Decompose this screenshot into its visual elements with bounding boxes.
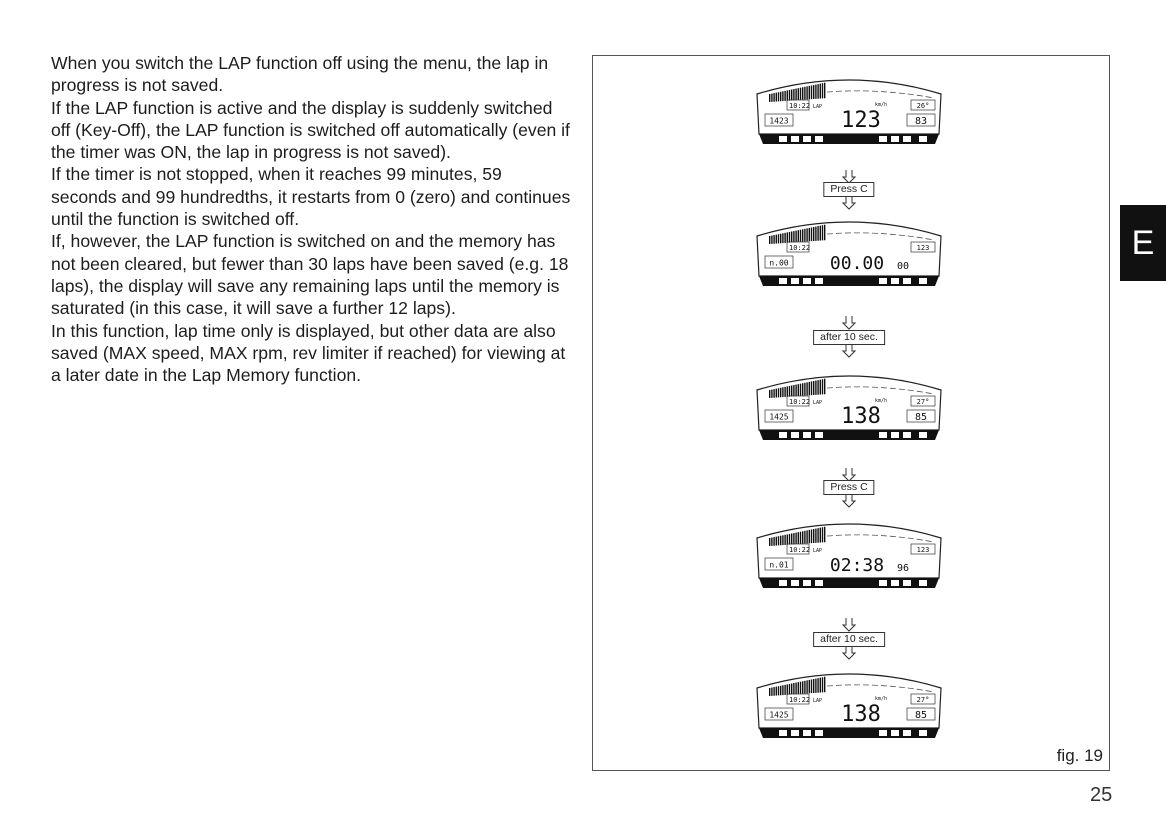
rpm-bar-segment [787, 90, 788, 100]
rpm-bar-segment [787, 386, 788, 396]
rpm-bar-segment [824, 225, 825, 241]
rpm-bar-segment [782, 685, 783, 695]
rpm-bar-segment [802, 229, 803, 242]
rpm-bar-segment [782, 387, 783, 397]
rpm-bar-segment [813, 381, 814, 395]
rpm-bar-segment [802, 531, 803, 544]
warning-light-icon [803, 136, 811, 142]
rpm-bar-segment [806, 382, 807, 395]
warning-light-icon [919, 580, 927, 586]
warning-light-icon [815, 432, 823, 438]
step-label: Press C [823, 480, 874, 495]
rpm-bar-segment [787, 684, 788, 694]
speed-unit: km/h [875, 696, 888, 702]
rpm-bar-segment [793, 89, 794, 100]
rpm-bar-segment [800, 682, 801, 694]
rpm-bar-segment [815, 85, 816, 99]
rpm-bar-segment [784, 387, 785, 397]
rpm-bar-segment [800, 384, 801, 396]
rpm-bar-segment [795, 683, 796, 695]
rpm-bar-segment [804, 87, 805, 100]
warning-light-icon [879, 278, 887, 284]
warning-light-icon [919, 730, 927, 736]
rpm-bar-segment [824, 677, 825, 693]
rpm-bar-segment [789, 534, 790, 545]
dashboard-display [749, 516, 949, 596]
speed-unit: km/h [875, 398, 888, 404]
rpm-bar-segment [773, 93, 774, 102]
rpm-bar-segment [793, 231, 794, 242]
rpm-bar-segment [787, 534, 788, 544]
rpm-bar-segment [791, 684, 792, 695]
rpm-bar-segment [822, 379, 823, 394]
rpm-bar-segment [800, 532, 801, 544]
rpm-bar-segment [776, 93, 777, 102]
rpm-bar-segment [809, 382, 810, 395]
warning-light-icon [791, 432, 799, 438]
rpm-bar-segment [811, 85, 812, 99]
rpm-bar-segment [798, 88, 799, 100]
rpm-bar-segment [798, 384, 799, 396]
rpm-bar-segment [798, 532, 799, 544]
step-label: after 10 sec. [813, 330, 885, 345]
lap-indicator: LAP [813, 400, 823, 406]
rpm-bar-segment [791, 386, 792, 397]
rpm-bar-segment [820, 84, 821, 99]
rpm-bar-segment [811, 679, 812, 693]
figure-caption: fig. 19 [1056, 746, 1103, 765]
down-arrow-icon [842, 344, 856, 358]
warning-light-icon [779, 278, 787, 284]
rpm-bar-segment [809, 228, 810, 241]
rpm-bar-segment [798, 230, 799, 242]
rpm-bar-segment [778, 234, 779, 243]
rpm-bar-segment [811, 381, 812, 395]
rpm-bar-segment [817, 678, 818, 693]
rpm-bar-segment [769, 538, 770, 546]
rpm-bar-segment [789, 90, 790, 101]
rpm-bar-segment [804, 383, 805, 396]
warning-light-icon [891, 580, 899, 586]
down-arrow-icon [842, 646, 856, 660]
rpm-bar-segment [773, 235, 774, 244]
clock-readout: 10:22 [789, 546, 811, 554]
left-readout: 1425 [769, 412, 789, 422]
left-readout: n.00 [769, 258, 789, 268]
warning-light-icon [879, 580, 887, 586]
warning-light-icon [879, 432, 887, 438]
rpm-bar-segment [791, 232, 792, 243]
rpm-bar-segment [795, 89, 796, 101]
rpm-bar-segment [820, 226, 821, 241]
down-arrow-icon [842, 316, 856, 330]
rpm-bar-segment [802, 383, 803, 396]
warning-light-icon [791, 136, 799, 142]
rpm-bar-segment [793, 385, 794, 396]
rpm-bar-segment [791, 534, 792, 545]
rpm-bar-segment [813, 679, 814, 693]
rpm-bar-segment [820, 678, 821, 693]
warning-light-icon [779, 432, 787, 438]
rpm-bar-segment [800, 230, 801, 242]
rpm-bar-segment [780, 92, 781, 102]
dashboard-display [749, 666, 949, 746]
rpm-bar-segment [824, 379, 825, 395]
rpm-bar-segment [784, 91, 785, 101]
warning-light-icon [803, 730, 811, 736]
main-readout: 02:38 [829, 555, 885, 576]
warning-light-icon [779, 136, 787, 142]
decimal-readout: 96 [897, 563, 910, 574]
rpm-bar-segment [822, 83, 823, 98]
rpm-bar-segment [784, 685, 785, 695]
warning-light-icon [815, 278, 823, 284]
warning-light-icon [803, 580, 811, 586]
lap-indicator: LAP [813, 104, 823, 110]
warning-light-icon [891, 432, 899, 438]
rpm-bar-segment [800, 88, 801, 100]
warning-light-icon [803, 278, 811, 284]
down-arrow-icon [842, 196, 856, 210]
clock-readout: 10:22 [789, 244, 811, 252]
rpm-bar-segment [806, 86, 807, 99]
rpm-bar-segment [778, 536, 779, 545]
temp-readout: 85 [914, 412, 928, 423]
ambient-readout: 27° [916, 398, 930, 406]
warning-light-icon [919, 432, 927, 438]
warning-light-icon [879, 730, 887, 736]
rpm-bar-segment [780, 536, 781, 546]
dashboard-display [749, 368, 949, 448]
rpm-bar-segment [771, 538, 772, 546]
warning-light-icon [779, 730, 787, 736]
rpm-bar-segment [771, 390, 772, 398]
warning-light-icon [815, 580, 823, 586]
warning-light-icon [879, 136, 887, 142]
rpm-bar-segment [776, 235, 777, 244]
clock-readout: 10:22 [789, 696, 811, 704]
decimal-readout: 00 [897, 261, 910, 272]
rpm-bar-segment [811, 529, 812, 543]
rpm-bar-segment [815, 679, 816, 693]
rpm-bar-segment [809, 86, 810, 99]
clock-readout: 10:22 [789, 102, 811, 110]
main-readout: 138 [841, 702, 881, 727]
rpm-bar-segment [771, 94, 772, 102]
rpm-bar-segment [809, 680, 810, 693]
warning-light-icon [815, 136, 823, 142]
page-number: 25 [1090, 784, 1113, 806]
rpm-bar-segment [806, 680, 807, 693]
dashboard-display [749, 214, 949, 294]
rpm-bar-segment [769, 94, 770, 102]
warning-light-icon [891, 730, 899, 736]
rpm-bar-segment [769, 390, 770, 398]
rpm-bar-segment [820, 528, 821, 543]
rpm-bar-segment [784, 233, 785, 243]
paragraph: In this function, lap time only is displayed, but other data are also saved (MAX speed, MAX rpm, rev limiter if reached) for viewing at a later date in the Lap Memory function. [51, 320, 566, 386]
rpm-bar-segment [789, 386, 790, 397]
rpm-bar-segment [809, 530, 810, 543]
lap-indicator: LAP [813, 698, 823, 704]
warning-light-icon [791, 580, 799, 586]
rpm-bar-segment [813, 85, 814, 99]
rpm-bar-segment [782, 233, 783, 243]
paragraph: If the LAP function is active and the display is suddenly switched off (Key-Off), the LAP function is switched off automatically (even if the timer was ON, the lap in progress is not saved). [51, 97, 570, 163]
rpm-bar-segment [795, 231, 796, 243]
rpm-bar-segment [773, 687, 774, 696]
rpm-bar-segment [780, 686, 781, 696]
step-label: Press C [823, 182, 874, 197]
paragraph: When you switch the LAP function off using the menu, the lap in progress is not saved. [51, 53, 549, 96]
rpm-bar-segment [815, 529, 816, 543]
ambient-readout: 123 [916, 546, 930, 554]
rpm-bar-segment [822, 527, 823, 542]
rpm-bar-segment [802, 87, 803, 100]
rpm-bar-segment [806, 228, 807, 241]
rpm-bar-segment [817, 84, 818, 99]
rpm-bar-segment [773, 537, 774, 546]
rpm-bar-segment [793, 533, 794, 544]
lap-indicator: LAP [813, 548, 823, 554]
warning-light-icon [919, 278, 927, 284]
rpm-bar-segment [778, 92, 779, 101]
rpm-bar-segment [778, 686, 779, 695]
temp-readout: 83 [914, 116, 928, 127]
main-readout: 123 [841, 108, 881, 133]
rpm-bar-segment [776, 389, 777, 398]
rpm-bar-segment [782, 91, 783, 101]
rpm-bar-segment [773, 389, 774, 398]
left-readout: 1423 [769, 116, 789, 126]
rpm-bar-segment [778, 388, 779, 397]
warning-light-icon [803, 432, 811, 438]
rpm-bar-segment [771, 688, 772, 696]
rpm-bar-segment [769, 688, 770, 696]
warning-light-icon [903, 580, 911, 586]
rpm-bar-segment [817, 380, 818, 395]
ambient-readout: 26° [916, 102, 930, 110]
rpm-bar-segment [824, 527, 825, 543]
rpm-bar-segment [804, 531, 805, 544]
rpm-bar-segment [822, 677, 823, 692]
rpm-bar-segment [815, 227, 816, 241]
rpm-bar-segment [804, 229, 805, 242]
ambient-readout: 123 [916, 244, 930, 252]
paragraph: If the timer is not stopped, when it reaches 99 minutes, 59 seconds and 99 hundredths, it restarts from 0 (zero) and continues until the function is switched off. [51, 164, 571, 230]
clock-readout: 10:22 [789, 398, 811, 406]
rpm-bar-segment [776, 687, 777, 696]
rpm-bar-segment [782, 535, 783, 545]
rpm-bar-segment [780, 234, 781, 244]
paragraph: If, however, the LAP function is switched on and the memory has not been cleared, but fewer than 30 laps have been saved (e.g. 18 laps), the display will save any remaining laps until the memory is saturated (in this case, it will save a further 12 laps). [51, 231, 569, 319]
rpm-bar-segment [817, 226, 818, 241]
warning-light-icon [891, 278, 899, 284]
down-arrow-icon [842, 494, 856, 508]
rpm-bar-segment [820, 380, 821, 395]
rpm-bar-segment [793, 683, 794, 694]
left-readout: n.01 [769, 560, 789, 570]
rpm-bar-segment [789, 684, 790, 695]
warning-light-icon [903, 432, 911, 438]
dashboard-display [749, 72, 949, 152]
temp-readout: 85 [914, 710, 928, 721]
rpm-bar-segment [813, 529, 814, 543]
warning-light-icon [903, 278, 911, 284]
rpm-bar-segment [776, 537, 777, 546]
body-text [51, 52, 571, 386]
rpm-bar-segment [815, 381, 816, 395]
rpm-bar-segment [789, 232, 790, 243]
rpm-bar-segment [795, 385, 796, 397]
rpm-bar-segment [824, 83, 825, 99]
speed-unit: km/h [875, 102, 888, 108]
down-arrow-icon [842, 618, 856, 632]
warning-light-icon [791, 278, 799, 284]
main-readout: 00.00 [829, 253, 885, 274]
warning-light-icon [903, 730, 911, 736]
rpm-bar-segment [791, 90, 792, 101]
step-label: after 10 sec. [813, 632, 885, 647]
rpm-bar-segment [771, 236, 772, 244]
rpm-bar-segment [802, 681, 803, 694]
rpm-bar-segment [795, 533, 796, 545]
section-tab: E [1120, 205, 1166, 281]
rpm-bar-segment [798, 682, 799, 694]
rpm-bar-segment [822, 225, 823, 240]
rpm-bar-segment [787, 232, 788, 242]
warning-light-icon [903, 136, 911, 142]
warning-light-icon [919, 136, 927, 142]
rpm-bar-segment [817, 528, 818, 543]
left-readout: 1425 [769, 710, 789, 720]
rpm-bar-segment [780, 388, 781, 398]
warning-light-icon [791, 730, 799, 736]
warning-light-icon [779, 580, 787, 586]
rpm-bar-segment [769, 236, 770, 244]
rpm-bar-segment [813, 227, 814, 241]
rpm-bar-segment [811, 227, 812, 241]
rpm-bar-segment [804, 681, 805, 694]
warning-light-icon [815, 730, 823, 736]
rpm-bar-segment [806, 530, 807, 543]
rpm-bar-segment [784, 535, 785, 545]
warning-light-icon [891, 136, 899, 142]
figure-frame [592, 55, 1110, 771]
ambient-readout: 27° [916, 696, 930, 704]
main-readout: 138 [841, 404, 881, 429]
